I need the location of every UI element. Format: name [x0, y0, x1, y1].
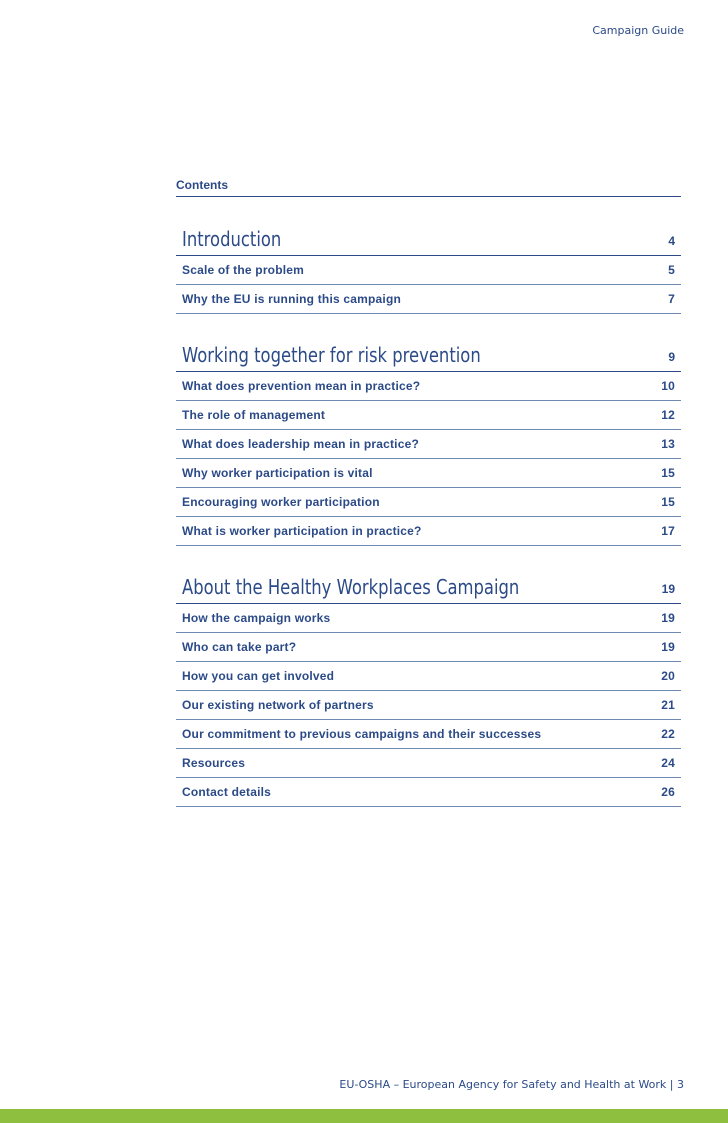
toc-entry-label: Who can take part?	[182, 640, 297, 654]
toc-entry[interactable]	[176, 691, 681, 720]
toc-entry[interactable]	[176, 488, 681, 517]
toc-entry-label: How the campaign works	[182, 611, 331, 625]
toc-entry[interactable]	[176, 604, 681, 633]
section-page-number: 19	[661, 582, 675, 596]
toc-entry-label: Why worker participation is vital	[182, 466, 373, 480]
toc-section-risk-prevention	[176, 336, 681, 546]
toc-entry-page: 21	[661, 698, 675, 712]
section-title: About the Healthy Workplaces Campaign	[182, 575, 520, 599]
page-footer: EU-OSHA – European Agency for Safety and Health at Work | 3	[339, 1078, 684, 1091]
toc-entry[interactable]	[176, 720, 681, 749]
toc-entry-page: 10	[661, 379, 675, 393]
toc-entry[interactable]	[176, 662, 681, 691]
toc-entry-page: 24	[661, 756, 675, 770]
toc-entry[interactable]	[176, 778, 681, 807]
toc-entry-page: 5	[668, 263, 675, 277]
toc-entry-page: 7	[668, 292, 675, 306]
toc-section-healthy-workplaces	[176, 568, 681, 807]
toc-entry-label: What is worker participation in practice?	[182, 524, 422, 538]
section-title: Working together for risk prevention	[182, 343, 481, 367]
toc-entry-page: 22	[661, 727, 675, 741]
toc-entry-page: 26	[661, 785, 675, 799]
toc-entry-page: 19	[661, 640, 675, 654]
toc-entry-label: Resources	[182, 756, 246, 770]
section-page-number: 4	[668, 234, 675, 248]
toc-entry-label: Encouraging worker participation	[182, 495, 380, 509]
toc-entry-label: Our existing network of partners	[182, 698, 374, 712]
toc-entry-label: How you can get involved	[182, 669, 335, 683]
toc-entry[interactable]	[176, 401, 681, 430]
toc-entry[interactable]	[176, 633, 681, 662]
running-header: Campaign Guide	[592, 24, 684, 37]
toc-entry[interactable]	[176, 285, 681, 314]
toc-entry-page: 17	[661, 524, 675, 538]
toc-entry-label: What does leadership mean in practice?	[182, 437, 419, 451]
section-title: Introduction	[182, 227, 282, 251]
toc-section-heading[interactable]	[176, 568, 681, 604]
toc-section-heading[interactable]	[176, 336, 681, 372]
toc-section-heading[interactable]	[176, 220, 681, 256]
toc-entry[interactable]	[176, 430, 681, 459]
toc-entry[interactable]	[176, 256, 681, 285]
toc-entry-page: 19	[661, 611, 675, 625]
toc-entry-page: 20	[661, 669, 675, 683]
toc-entry-page: 15	[661, 495, 675, 509]
toc-entry-label: Why the EU is running this campaign	[182, 292, 402, 306]
table-of-contents	[176, 220, 681, 829]
contents-heading: Contents	[176, 178, 228, 192]
toc-entry-label: Contact details	[182, 785, 272, 799]
toc-entry-label: The role of management	[182, 408, 326, 422]
toc-entry-page: 15	[661, 466, 675, 480]
toc-entry-label: Scale of the problem	[182, 263, 305, 277]
toc-entry[interactable]	[176, 459, 681, 488]
toc-entry-label: Our commitment to previous campaigns and their successes	[182, 727, 542, 741]
toc-section-introduction	[176, 220, 681, 314]
section-page-number: 9	[668, 350, 675, 364]
toc-entry-page: 13	[661, 437, 675, 451]
toc-entry-label: What does prevention mean in practice?	[182, 379, 421, 393]
toc-entry[interactable]	[176, 749, 681, 778]
footer-accent-bar	[0, 1109, 728, 1123]
toc-entry[interactable]	[176, 517, 681, 546]
toc-entry-page: 12	[661, 408, 675, 422]
contents-divider	[176, 196, 681, 197]
toc-entry[interactable]	[176, 372, 681, 401]
